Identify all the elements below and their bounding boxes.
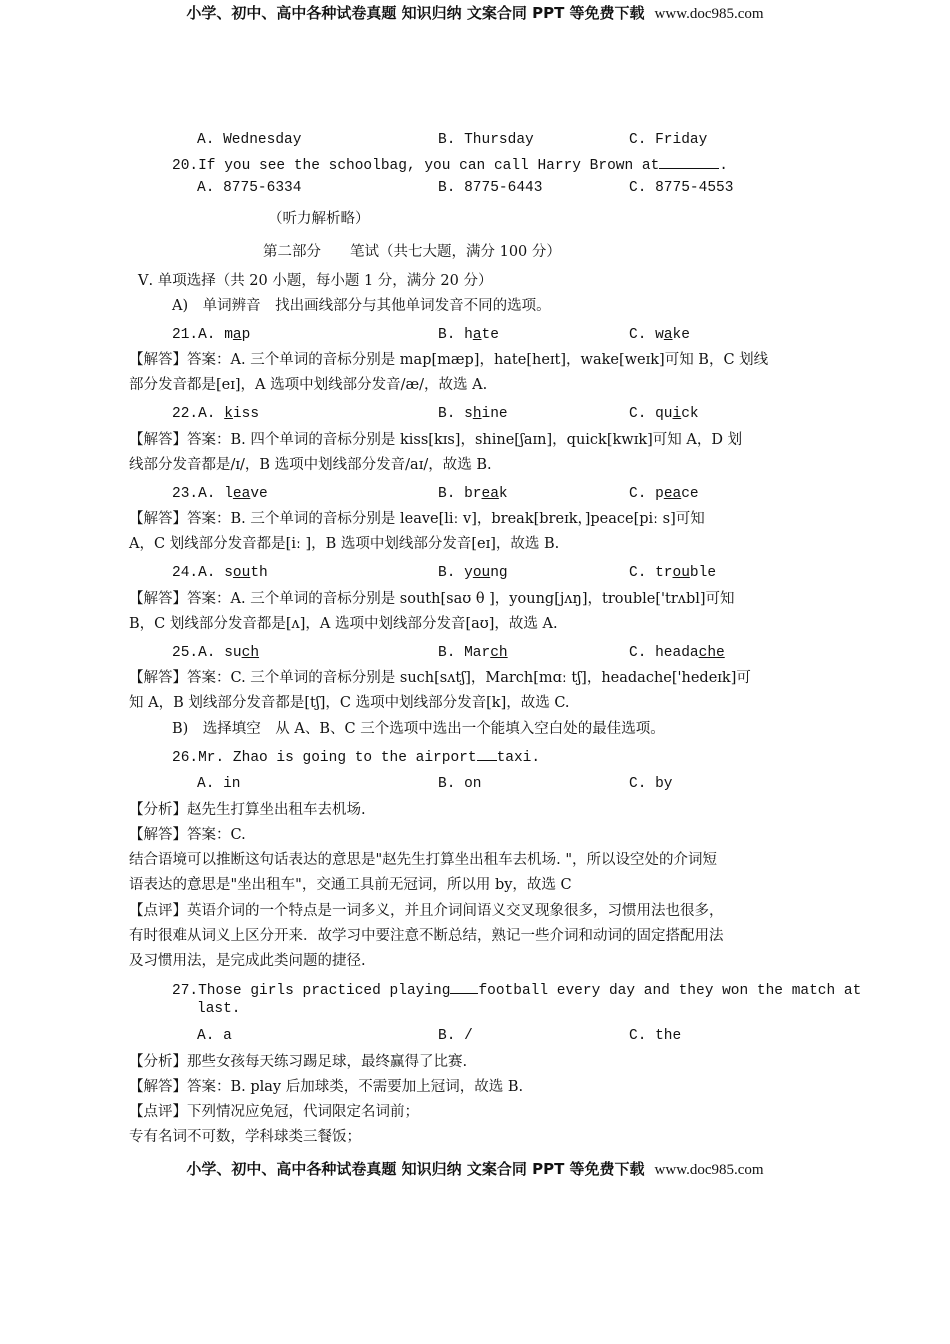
q20-option-a: A. 8775-6334: [197, 180, 302, 196]
q24-answer-line2: B，C 划线部分发音都是[ʌ]，A 选项中划线部分发音[aʊ]，故选 A.: [129, 616, 558, 632]
q20-option-c: C. 8775-4553: [629, 180, 734, 196]
q20-number: 20.: [172, 158, 199, 174]
q27-option-b: B. /: [438, 1028, 473, 1044]
q23-option-c: C. peace: [629, 486, 699, 502]
header-url[interactable]: www.doc985.com: [654, 6, 764, 22]
q27-analysis: 【分析】那些女孩每天练习踢足球，最终赢得了比赛.: [129, 1054, 468, 1070]
subB-title: B) 选择填空 从 A、B、C 三个选项中选出一个能填入空白处的最佳选项。: [172, 721, 665, 737]
q21-option-b: B. hate: [438, 327, 499, 343]
q22-answer-line1: 【解答】答案：B. 四个单词的音标分别是 kiss[kɪs]，shine[ʃaɪn]，quick[kwɪk]可知 A，D 划: [129, 432, 743, 448]
q23-answer-line2: A，C 划线部分发音都是[iː ]，B 选项中划线部分发音[eɪ]，故选 B.: [129, 536, 560, 552]
q26-option-b: B. on: [438, 776, 482, 792]
q20-end: .: [719, 158, 728, 174]
q26-comment-line1: 【点评】英语介词的一个特点是一词多义，并且介词间语义交叉现象很多，习惯用法也很多，: [129, 903, 724, 919]
part2-title: 第二部分 笔试（共七大题，满分 100 分）: [263, 244, 561, 260]
q26-explanation-line2: 语表达的意思是"坐出租车"，交通工具前无冠词，所以用 by，故选 C: [129, 877, 572, 893]
q24-option-c: C. trouble: [629, 565, 717, 581]
q27-comment-line1: 【点评】下列情况应免冠，代词限定名词前；: [129, 1104, 419, 1120]
q26-option-a: A. in: [197, 776, 241, 792]
q24-option-b: B. young: [438, 565, 508, 581]
q27-answer: 【解答】答案：B. play 后加球类，不需要加上冠词，故选 B.: [129, 1079, 524, 1095]
q20-stem: [172, 154, 728, 176]
q27-blank: [450, 979, 478, 994]
header-title: 小学、初中、高中各种试卷真题 知识归纳 文案合同 PPT 等免费下载: [186, 4, 645, 22]
q27-option-a: A. a: [197, 1028, 232, 1044]
q25-answer-line1: 【解答】答案：C. 三个单词的音标分别是 such[sʌtʃ]，March[mɑː tʃ]，headache['hedeɪk]可: [129, 670, 751, 686]
q26-comment-line3: 及习惯用法，是完成此类问题的捷径.: [129, 953, 366, 969]
q27-stem: 27.Those girls practiced playing football every day and they won the match at: [172, 979, 861, 1001]
q19-option-a: A. Wednesday: [197, 132, 302, 148]
q26-blank: [477, 746, 497, 761]
q23-option-a: 23.A. leave: [172, 486, 268, 502]
q27-stem-line2: last.: [197, 1001, 241, 1017]
q23-option-b: B. break: [438, 486, 508, 502]
q26-option-c: C. by: [629, 776, 673, 792]
q19-option-c: C. Friday: [629, 132, 708, 148]
q21-option-c: C. wake: [629, 327, 690, 343]
q26-stem: 26.Mr. Zhao is going to the airport taxi.: [172, 746, 540, 768]
page-header: [0, 2, 950, 23]
q27-option-c: C. the: [629, 1028, 682, 1044]
q25-answer-line2: 知 A，B 划线部分发音都是[tʃ]，C 选项中划线部分发音[k]，故选 C.: [129, 695, 570, 711]
q22-answer-line2: 线部分发音都是/ɪ/，B 选项中划线部分发音/aɪ/，故选 B.: [129, 457, 492, 473]
q21-option-a: 21.A. map: [172, 327, 251, 343]
q24-option-a: 24.A. south: [172, 565, 268, 581]
listening-note: （听力解析略）: [268, 211, 370, 227]
section5-title: Ⅴ. 单项选择（共 20 小题，每小题 1 分，满分 20 分）: [138, 273, 493, 289]
q25-option-b: B. March: [438, 645, 508, 661]
q22-option-a: 22.A. kiss: [172, 406, 260, 422]
q22-option-c: C. quick: [629, 406, 699, 422]
q26-explanation-line1: 结合语境可以推断这句话表达的意思是"赵先生打算坐出租车去机场. "，所以设空处的介词短: [129, 852, 718, 868]
footer-title: 小学、初中、高中各种试卷真题 知识归纳 文案合同 PPT 等免费下载: [186, 1160, 645, 1178]
q25-option-c: C. headache: [629, 645, 725, 661]
subA-title: A) 单词辨音 找出画线部分与其他单词发音不同的选项。: [172, 298, 551, 314]
q21-answer-line1: 【解答】答案：A. 三个单词的音标分别是 map[mæp]，hate[heɪt]，wake[weɪk]可知 B，C 划线: [129, 352, 769, 368]
q19-option-b: B. Thursday: [438, 132, 534, 148]
q25-option-a: 25.A. such: [172, 645, 260, 661]
q22-option-b: B. shine: [438, 406, 508, 422]
q21-answer-line2: 部分发音都是[eɪ]，A 选项中划线部分发音/æ/，故选 A.: [129, 377, 488, 393]
q26-analysis: 【分析】赵先生打算坐出租车去机场.: [129, 802, 366, 818]
q20-blank: [659, 154, 719, 169]
footer-url[interactable]: www.doc985.com: [654, 1162, 764, 1178]
q26-answer: 【解答】答案：C.: [129, 827, 246, 843]
q27-comment-line2: 专有名词不可数，学科球类三餐饭；: [129, 1129, 361, 1145]
q23-answer-line1: 【解答】答案：B. 三个单词的音标分别是 leave[liː v]，break[breɪk，]peace[piː s]可知: [129, 511, 705, 527]
q26-comment-line2: 有时很难从词义上区分开来．故学习中要注意不断总结，熟记一些介词和动词的固定搭配用法: [129, 928, 724, 944]
q20-text: If you see the schoolbag, you can call Harry Brown at: [198, 158, 660, 174]
q24-answer-line1: 【解答】答案：A. 三个单词的音标分别是 south[saʊ θ ]，young[jʌŋ]，trouble['trʌbl]可知: [129, 591, 735, 607]
page-footer: [0, 1158, 950, 1179]
q20-option-b: B. 8775-6443: [438, 180, 543, 196]
